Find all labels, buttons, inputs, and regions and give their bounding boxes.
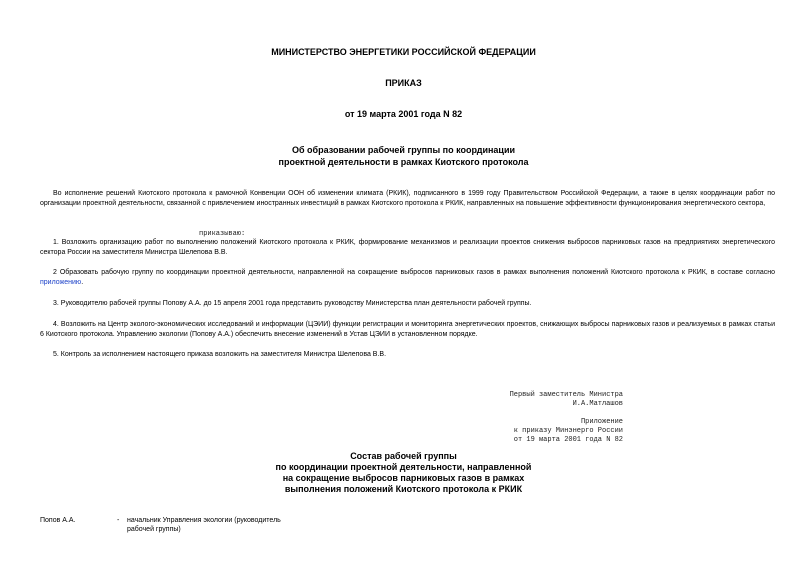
item-2-text: 2 Образовать рабочую группу по координации проектной деятельности, направленной на сокращение выбросов парниковых газов в рамках выполнения положений Киотского протокола к РКИК, в составе согласно <box>53 269 775 276</box>
signature-position: Первый заместитель Министра <box>509 391 623 399</box>
signature-name: И.А.Матлашов <box>572 400 623 408</box>
member-role-line-1: начальник Управления экологии (руководитель <box>127 517 281 524</box>
appendix-title-line-3: на сокращение выбросов парниковых газов в рамках <box>282 473 525 483</box>
appendix-title-line-2: по координации проектной деятельности, направленной <box>275 462 532 472</box>
order-subject-line-2: проектной деятельности в рамках Киотского протокола <box>278 157 529 167</box>
item-2-end: . <box>81 279 84 286</box>
appendix-title-line-1: Состав рабочей группы <box>350 451 457 461</box>
member-dash: - <box>117 517 120 524</box>
preamble: Во исполнение решений Киотского протокола к рамочной Конвенции ООН об изменении климата (РКИК), подписанного в 1999 году Правительством Российской Федерации, а также в целях координации работ по организации проектной деятельности, связанной с привлечением иностранных инвестиций в рамках Киотского протокола к РКИК, направленных на повышение эффективности функционирования энергетического сектора, <box>40 190 775 207</box>
appendix-note-line-2: к приказу Минэнерго России <box>513 427 623 435</box>
member-name: Попов А.А. <box>40 517 76 524</box>
member-role-line-2: рабочей группы) <box>127 526 181 533</box>
order-word: приказываю: <box>199 230 246 238</box>
item-5: 5. Контроль за исполнением настоящего приказа возложить на заместителя Министра Шелепова В.В. <box>53 351 387 358</box>
document-type: ПРИКАЗ <box>385 78 422 88</box>
item-4: 4. Возложить на Центр эколого-экономических исследований и информации (ЦЭИИ) функции регистрации и мониторинга энергетических проектов, снижающих выбросы парниковых газов и реализуемых в рамках статьи 6 Киотского протокола. Управлению экологии (Попову А.А.) обеспечить внесение изменений в Устав ЦЭИИ в установленном порядке. <box>40 321 775 338</box>
item-1: 1. Возложить организацию работ по выполнению положений Киотского протокола к РКИК, формирование механизмов и реализации проектов снижения выбросов парниковых газов на предприятиях энергетического сектора России на заместителя Министра Шелепова В.В. <box>40 239 775 256</box>
order-date-number: от 19 марта 2001 года N 82 <box>344 109 463 119</box>
item-2 <box>40 268 775 288</box>
appendix-note-line-3: от 19 марта 2001 года N 82 <box>513 436 623 444</box>
appendix-title-line-4: выполнения положений Киотского протокола к РКИК <box>284 484 523 494</box>
order-subject-line-1: Об образовании рабочей группы по координации <box>291 145 516 155</box>
item-3: 3. Руководителю рабочей группы Попову А.А. до 15 апреля 2001 года представить руководству Министерства план деятельности рабочей группы. <box>53 300 532 307</box>
appendix-note-line-1: Приложение <box>580 418 623 426</box>
appendix-link[interactable]: приложению <box>40 279 82 286</box>
ministry-title: МИНИСТЕРСТВО ЭНЕРГЕТИКИ РОССИЙСКОЙ ФЕДЕРАЦИИ <box>271 47 536 57</box>
